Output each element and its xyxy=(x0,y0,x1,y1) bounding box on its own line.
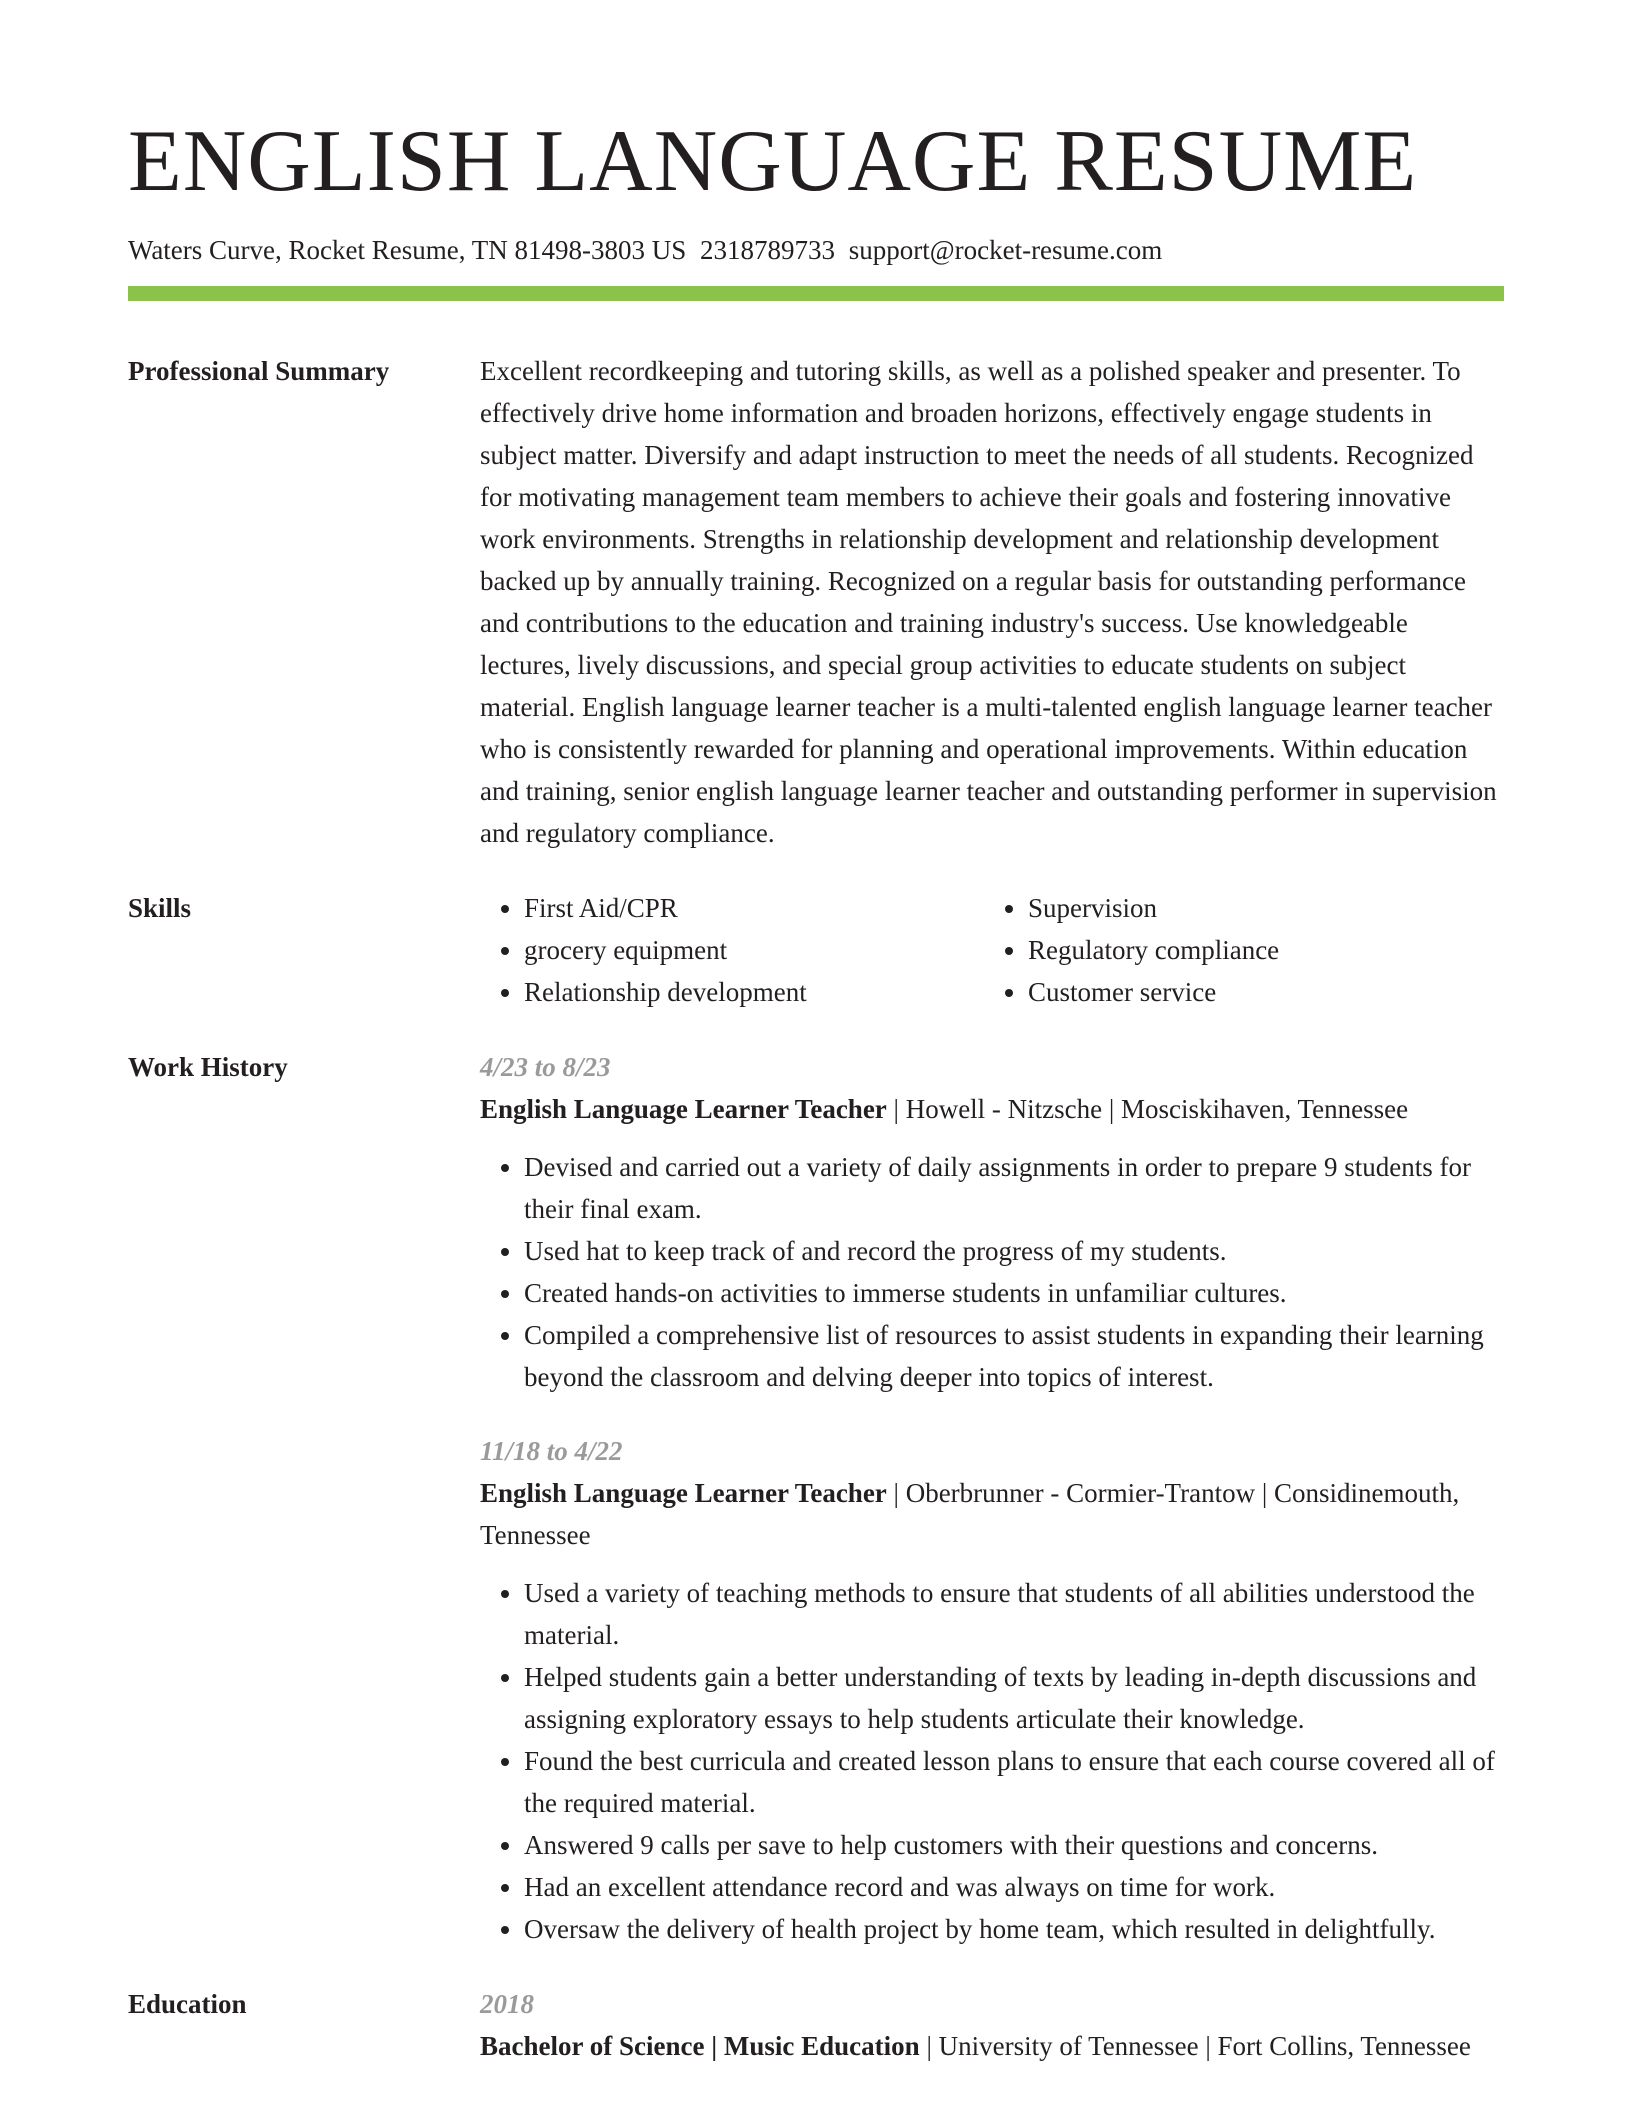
contact-phone: 2318789733 xyxy=(700,235,835,265)
job-heading xyxy=(480,1472,1504,1556)
skill-item: • First Aid/CPR xyxy=(524,887,984,929)
duty-item: • Had an excellent attendance record and was always on time for work. xyxy=(524,1866,1504,1908)
job-dates: 4/23 to 8/23 xyxy=(480,1052,611,1082)
skill-item: • Customer service xyxy=(1028,971,1279,1013)
contact-email: support@rocket-resume.com xyxy=(848,235,1163,265)
job-dates: 11/18 to 4/22 xyxy=(480,1436,623,1466)
skill-item: • Supervision xyxy=(1028,887,1279,929)
skills-column xyxy=(480,887,984,1013)
resume-sections xyxy=(128,350,1504,2067)
section-title: Skills xyxy=(128,893,192,923)
section-title: Work History xyxy=(128,1052,288,1082)
summary-section xyxy=(128,350,1504,854)
job-title: English Language Learner Teacher xyxy=(480,1094,887,1124)
job-details: | Howell - Nitzsche | Mosciskihaven, Tennessee xyxy=(893,1094,1409,1124)
skill-item: • Regulatory compliance xyxy=(1028,929,1279,971)
job-details: | Oberbrunner - Cormier-Trantow | Considinemouth, Tennessee xyxy=(480,1478,1460,1550)
summary-body xyxy=(480,350,1504,854)
job-entry xyxy=(480,1430,1504,1950)
header-divider xyxy=(128,286,1504,301)
skills-list xyxy=(480,887,1504,1013)
section-title: Professional Summary xyxy=(128,356,390,386)
duty-item: • Found the best curricula and created lesson plans to ensure that each course covered all of the required material. xyxy=(524,1740,1504,1824)
duty-item: • Used a variety of teaching methods to ensure that students of all abilities understood the material. xyxy=(524,1572,1504,1656)
education-body xyxy=(480,1983,1504,2067)
skill-item: • Relationship development xyxy=(524,971,984,1013)
education-heading xyxy=(480,2025,1504,2067)
job-duties xyxy=(480,1146,1504,1398)
work-history-body xyxy=(480,1046,1504,1950)
job-duties xyxy=(480,1572,1504,1950)
education-year: 2018 xyxy=(480,1989,534,2019)
job-entry xyxy=(480,1046,1504,1398)
education-details: | University of Tennessee | Fort Collins, Tennessee xyxy=(926,2031,1471,2061)
duty-item: • Compiled a comprehensive list of resources to assist students in expanding their learning beyond the classroom and delving deeper into topics of interest. xyxy=(524,1314,1504,1398)
duty-item: • Answered 9 calls per save to help customers with their questions and concerns. xyxy=(524,1824,1504,1866)
education-section xyxy=(128,1983,1504,2067)
duty-item: • Used hat to keep track of and record the progress of my students. xyxy=(524,1230,1504,1272)
contact-address: Waters Curve, Rocket Resume, TN 81498-3803 US xyxy=(128,235,687,265)
summary-text: Excellent recordkeeping and tutoring skills, as well as a polished speaker and presenter. To effectively drive home information and broaden horizons, effectively engage students in subject matter. Diversify and adapt instruction to meet the needs of all students. Recognized for motivating management team members to achieve their goals and fostering innovative work environments. Strengths in relationship development and relationship development backed up by annually training. Recognized on a regular basis for outstanding performance and contributions to the education and training industry's success. Use knowledgeable lectures, lively discussions, and special group activities to educate students on subject material. English language learner teacher is a multi-talented english language learner teacher who is consistently rewarded for planning and operational improvements. Within education and training, senior english language learner teacher and outstanding performer in supervision and regulatory compliance. xyxy=(480,356,1497,848)
work-history-section xyxy=(128,1046,1504,1950)
skill-item: • grocery equipment xyxy=(524,929,984,971)
skills-column xyxy=(984,887,1279,1013)
duty-item: • Helped students gain a better understanding of texts by leading in-depth discussions and assigning exploratory essays to help students articulate their knowledge. xyxy=(524,1656,1504,1740)
contact-line xyxy=(128,230,1162,270)
duty-item: • Created hands-on activities to immerse students in unfamiliar cultures. xyxy=(524,1272,1504,1314)
resume-title: ENGLISH LANGUAGE RESUME xyxy=(128,113,1418,210)
section-title: Education xyxy=(128,1989,247,2019)
duty-item: • Devised and carried out a variety of daily assignments in order to prepare 9 students for their final exam. xyxy=(524,1146,1504,1230)
degree-title: Bachelor of Science | Music Education xyxy=(480,2031,920,2061)
job-title: English Language Learner Teacher xyxy=(480,1478,887,1508)
duty-item: • Oversaw the delivery of health project by home team, which resulted in delightfully. xyxy=(524,1908,1504,1950)
job-heading xyxy=(480,1088,1504,1130)
skills-section xyxy=(128,887,1504,1013)
